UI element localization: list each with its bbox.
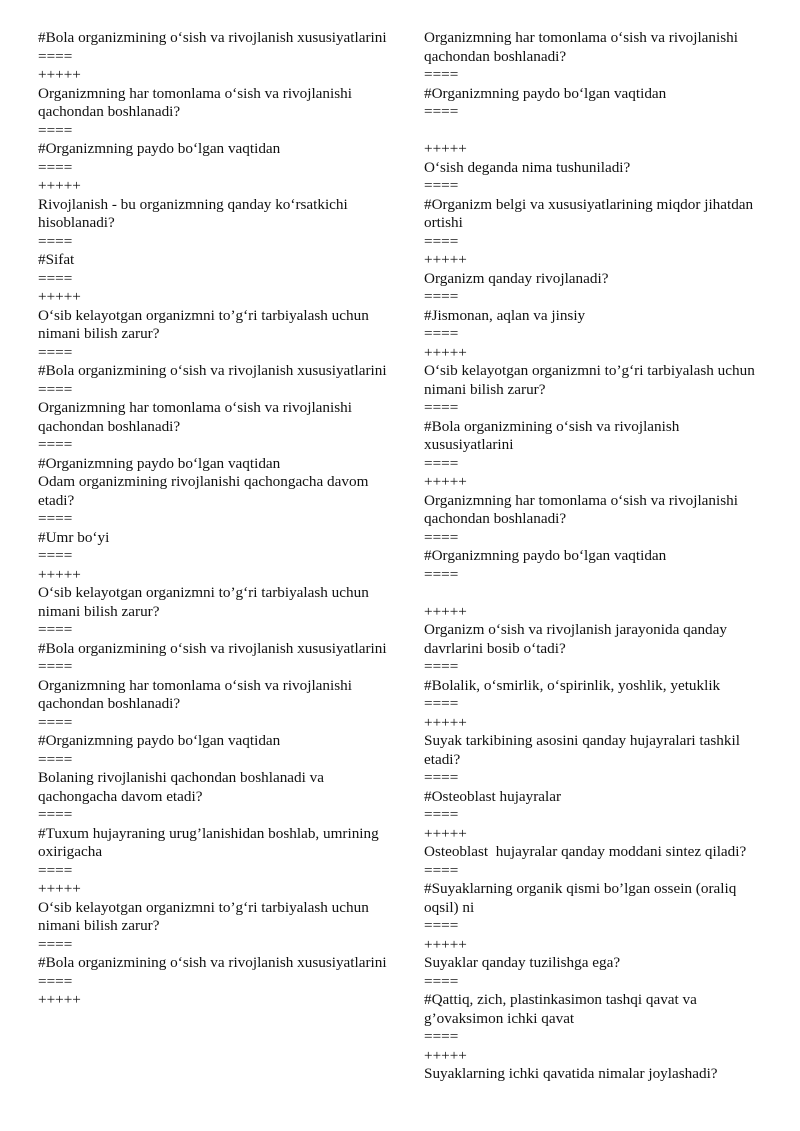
blank-line bbox=[424, 584, 769, 603]
separator-line: ==== bbox=[38, 158, 73, 176]
separator-line: ==== bbox=[38, 436, 73, 453]
question-text: O‘sib kelayotgan organizmni to’g‘ri tarbiyalash uchun nimani bilish zarur? bbox=[38, 584, 373, 620]
question-marker: +++++ bbox=[424, 824, 467, 842]
separator-line: ==== bbox=[424, 528, 459, 546]
separator-line: ==== bbox=[38, 269, 73, 287]
question-text: Suyak tarkibining asosini qanday hujayralari tashkil etadi? bbox=[424, 732, 744, 768]
separator-line: ==== bbox=[424, 232, 459, 250]
question-text: Organizmning har tomonlama o‘sish va rivojlanishi qachondan boshlanadi? bbox=[424, 29, 742, 65]
separator-line: ==== bbox=[424, 288, 459, 305]
separator-line: ==== bbox=[424, 695, 459, 712]
separator-line: ==== bbox=[38, 621, 73, 638]
separator-line: ==== bbox=[424, 769, 459, 786]
question-marker: +++++ bbox=[38, 880, 81, 897]
question-text: Odam organizmining rivojlanishi qachongacha davom etadi? bbox=[38, 473, 373, 509]
question-text: Osteoblast hujayralar qanday moddani sintez qiladi? bbox=[424, 843, 747, 860]
separator-line: ==== bbox=[424, 658, 459, 675]
question-text: Organizmning har tomonlama o‘sish va rivojlanishi qachondan boshlanadi? bbox=[38, 676, 356, 712]
separator-line: ==== bbox=[38, 47, 73, 65]
question-text: Rivojlanish - bu organizmning qanday ko‘rsatkichi hisoblanadi? bbox=[38, 195, 352, 231]
separator-line: ==== bbox=[38, 658, 73, 675]
answer-line: #Organizmning paydo bo‘lgan vaqtidan bbox=[424, 547, 667, 564]
answer-line: #Organizmning paydo bo‘lgan vaqtidan bbox=[38, 454, 281, 472]
separator-line: ==== bbox=[38, 806, 73, 823]
separator-line: ==== bbox=[38, 713, 73, 731]
question-marker: +++++ bbox=[424, 343, 467, 361]
separator-line: ==== bbox=[38, 121, 73, 139]
answer-line: #Jismonan, aqlan va jinsiy bbox=[424, 306, 586, 324]
separator-line: ==== bbox=[424, 565, 459, 583]
separator-line: ==== bbox=[38, 232, 73, 250]
separator-line: ==== bbox=[424, 917, 459, 934]
answer-line: #Osteoblast hujayralar bbox=[424, 787, 562, 805]
question-text: Suyaklar qanday tuzilishga ega? bbox=[424, 954, 621, 971]
answer-line: #Suyaklarning organik qismi bo’lgan ossein (oraliq oqsil) ni bbox=[424, 880, 741, 916]
separator-line: ==== bbox=[424, 177, 459, 194]
separator-line: ==== bbox=[424, 103, 459, 120]
answer-line: #Organizmning paydo bo‘lgan vaqtidan bbox=[424, 84, 667, 102]
separator-line: ==== bbox=[424, 454, 459, 472]
separator-line: ==== bbox=[424, 1028, 459, 1045]
question-text: Organizm qanday rivojlanadi? bbox=[424, 269, 609, 287]
left-column bbox=[38, 29, 388, 1010]
question-marker: +++++ bbox=[38, 991, 81, 1008]
answer-line: #Bola organizmining o‘sish va rivojlanish xususiyatlarini bbox=[38, 954, 387, 971]
answer-line: #Bolalik, o‘smirlik, o‘spirinlik, yoshlik, yetuklik bbox=[424, 676, 721, 694]
separator-line: ==== bbox=[424, 806, 459, 823]
question-marker: +++++ bbox=[38, 288, 81, 305]
separator-line: ==== bbox=[38, 972, 73, 990]
right-column bbox=[424, 29, 769, 1084]
answer-line: #Sifat bbox=[38, 251, 75, 268]
question-text: Suyaklarning ichki qavatida nimalar joylashadi? bbox=[424, 1065, 718, 1082]
blank-line bbox=[424, 122, 769, 141]
question-marker: +++++ bbox=[424, 473, 467, 490]
separator-line: ==== bbox=[38, 343, 73, 361]
question-marker: +++++ bbox=[424, 935, 467, 953]
answer-line: #Umr bo‘yi bbox=[38, 528, 110, 546]
question-marker: +++++ bbox=[38, 565, 81, 583]
answer-line: #Bola organizmining o‘sish va rivojlanish xususiyatlarini bbox=[38, 29, 387, 46]
question-marker: +++++ bbox=[424, 140, 467, 157]
question-text: Organizmning har tomonlama o‘sish va rivojlanishi qachondan boshlanadi? bbox=[38, 84, 356, 120]
question-marker: +++++ bbox=[38, 177, 81, 194]
question-text: O‘sish deganda nima tushuniladi? bbox=[424, 158, 631, 176]
answer-line: #Bola organizmining o‘sish va rivojlanish xususiyatlarini bbox=[424, 417, 684, 453]
question-text: O‘sib kelayotgan organizmni to’g‘ri tarbiyalash uchun nimani bilish zarur? bbox=[38, 898, 373, 934]
question-text: Bolaning rivojlanishi qachondan boshlanadi va qachongacha davom etadi? bbox=[38, 769, 328, 805]
separator-line: ==== bbox=[424, 861, 459, 879]
question-marker: +++++ bbox=[424, 251, 467, 268]
separator-line: ==== bbox=[38, 380, 73, 398]
question-text: O‘sib kelayotgan organizmni to’g‘ri tarbiyalash uchun nimani bilish zarur? bbox=[424, 362, 759, 398]
answer-line: #Organizmning paydo bo‘lgan vaqtidan bbox=[38, 140, 281, 157]
question-text: Organizm o‘sish va rivojlanish jarayonida qanday davrlarini bosib o‘tadi? bbox=[424, 621, 731, 657]
separator-line: ==== bbox=[38, 935, 73, 953]
separator-line: ==== bbox=[38, 861, 73, 879]
answer-line: #Qattiq, zich, plastinkasimon tashqi qavat va g’ovaksimon ichki qavat bbox=[424, 991, 701, 1027]
question-text: O‘sib kelayotgan organizmni to’g‘ri tarbiyalash uchun nimani bilish zarur? bbox=[38, 306, 373, 342]
answer-line: #Tuxum hujayraning urug’lanishidan boshlab, umrining oxirigacha bbox=[38, 824, 383, 860]
separator-line: ==== bbox=[38, 510, 73, 527]
answer-line: #Organizmning paydo bo‘lgan vaqtidan bbox=[38, 732, 281, 749]
separator-line: ==== bbox=[38, 547, 73, 564]
question-text: Organizmning har tomonlama o‘sish va rivojlanishi qachondan boshlanadi? bbox=[424, 491, 742, 527]
question-marker: +++++ bbox=[424, 602, 467, 620]
separator-line: ==== bbox=[38, 750, 73, 768]
answer-line: #Bola organizmining o‘sish va rivojlanish xususiyatlarini bbox=[38, 362, 387, 379]
question-marker: +++++ bbox=[424, 1046, 467, 1064]
separator-line: ==== bbox=[424, 325, 459, 342]
answer-line: #Bola organizmining o‘sish va rivojlanish xususiyatlarini bbox=[38, 639, 387, 657]
question-text: Organizmning har tomonlama o‘sish va rivojlanishi qachondan boshlanadi? bbox=[38, 399, 356, 435]
separator-line: ==== bbox=[424, 66, 459, 83]
separator-line: ==== bbox=[424, 972, 459, 990]
question-marker: +++++ bbox=[424, 713, 467, 731]
answer-line: #Organizm belgi va xususiyatlarining miqdor jihatdan ortishi bbox=[424, 195, 757, 231]
separator-line: ==== bbox=[424, 399, 459, 416]
question-marker: +++++ bbox=[38, 66, 81, 83]
